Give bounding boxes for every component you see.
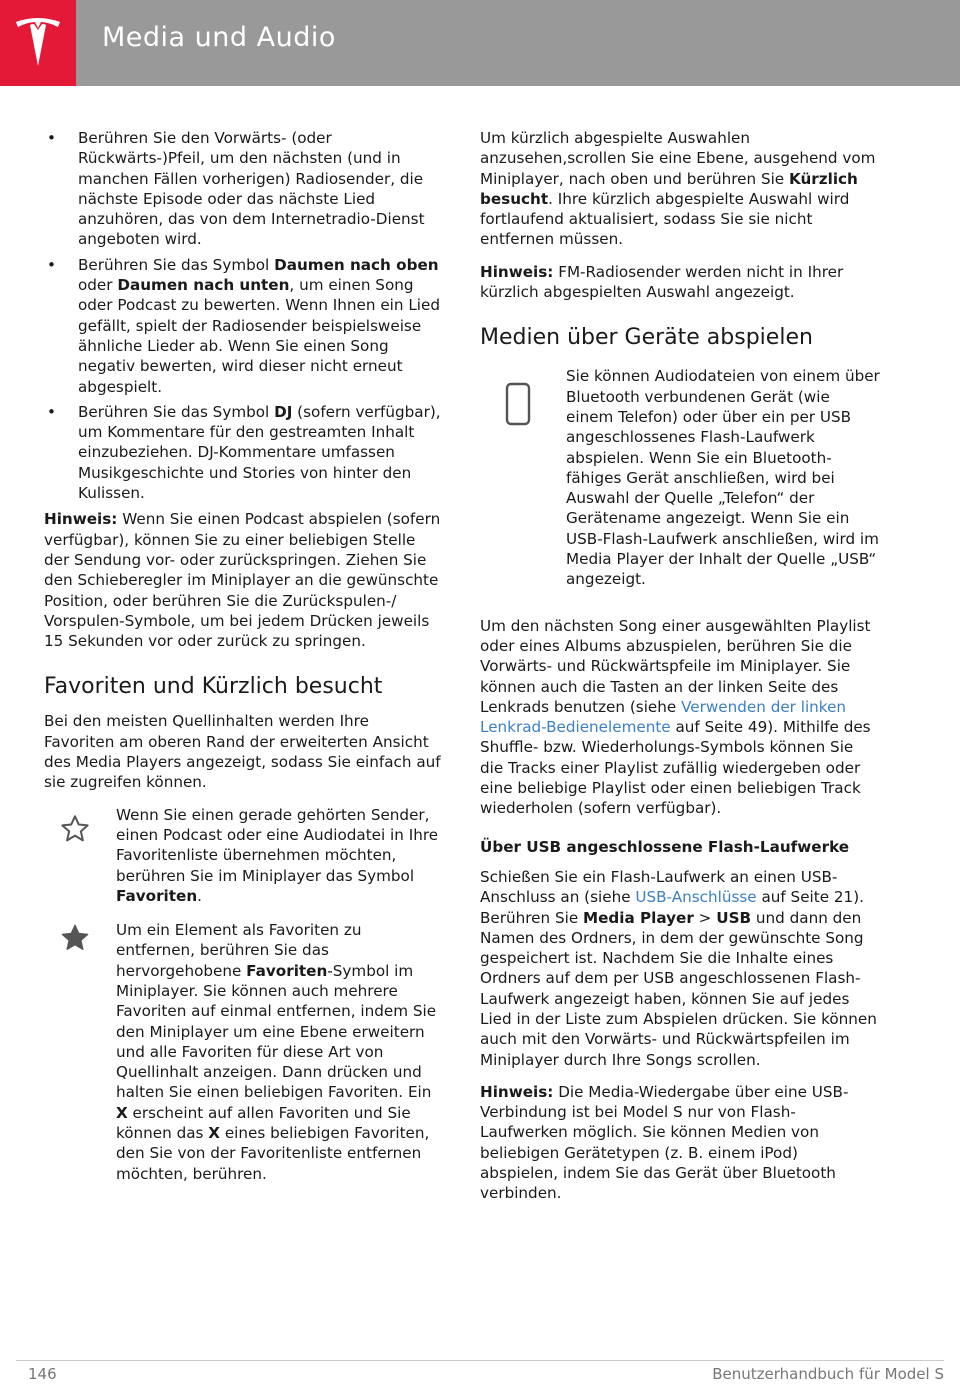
list-item: • Berühren Sie das Symbol Daumen nach oben oder Daumen nach unten, um einen Song oder Podcast zu bewerten. Wenn Ihnen ein Lied gefällt, spielt der Radiosender beispielsweise ähnliche Lieder ab. Wenn Sie einen Song negativ bewerten, wird dieser nicht erneut abgespielt.: [47, 255, 441, 396]
paragraph-recent: Um kürzlich abgespielte Auswahlen anzusehen,scrollen Sie eine Ebene, ausgehend vom Miniplayer, nach oben und berühren Sie Kürzlich besucht. Ihre kürzlich abgespielte Auswahl wird fortlaufend aktualisiert, sodass Sie sie nicht entfernen müssen.: [480, 129, 876, 249]
bold-term: Hinweis:: [44, 510, 118, 529]
favorite-remove-row: [44, 920, 442, 1184]
bold-term: Daumen nach oben: [274, 255, 439, 274]
cross-reference-link[interactable]: USB-Anschlüsse: [635, 888, 757, 907]
list-item: • Berühren Sie den Vorwärts- (oder Rückwärts-)Pfeil, um den nächsten (und in manchen Fällen vorherigen) Radiosender, die nächste Episode oder das nächste Lied anzuhören, das von dem Internetradio-Dienst angeboten wird.: [47, 129, 425, 249]
device-row: [480, 366, 880, 589]
manual-title: Benutzerhandbuch für Model S: [712, 1365, 944, 1383]
bold-term: Kürzlich besucht: [480, 169, 858, 208]
list-item: • Berühren Sie das Symbol DJ (sofern verfügbar), um Kommentare für den gestreamten Inhalt einzubeziehen. DJ-Kommentare umfassen Musikgeschichte und Stories von hinter den Kulissen.: [47, 402, 441, 503]
bold-term: Favoriten: [246, 961, 328, 980]
note-podcast: Hinweis: Wenn Sie einen Podcast abspielen (sofern verfügbar), können Sie zu einer beliebigen Stelle der Sendung vor- oder zurückspringen. Ziehen Sie den Schieberegler im Miniplayer an die gewünschte Position, oder berühren Sie die Zurückspulen-/ Vorspulen-Symbole, um bei jedem Drücken jeweils 15 Sekunden vor oder zurück zu springen.: [44, 510, 441, 651]
heading-favorites: Favoriten und Kürzlich besucht: [44, 674, 383, 700]
left-column: [44, 128, 442, 1198]
bold-term: DJ: [274, 402, 293, 421]
heading-devices: Medien über Geräte abspielen: [480, 325, 813, 351]
section-title: Media und Audio: [102, 22, 336, 53]
favorite-add-row: [44, 805, 442, 906]
right-column: [480, 128, 880, 1216]
subheading-usb: Über USB angeschlossene Flash-Laufwerke: [480, 837, 850, 856]
bold-term: X: [208, 1124, 221, 1143]
favorite-add-text: Wenn Sie einen gerade gehörten Sender, einen Podcast oder eine Audiodatei in Ihre Favoritenliste übernehmen möchten, berühren Sie im Miniplayer das Symbol Favoriten.: [116, 805, 439, 905]
note-usb: Hinweis: Die Media-Wiedergabe über eine USB-Verbindung ist bei Model S nur von Flash-Laufwerken möglich. Sie können Medien von beliebigen Gerätetypen (z. B. einem iPod) abspielen, indem Sie das Gerät über Bluetooth verbinden.: [480, 1082, 849, 1203]
tesla-logo: [0, 0, 76, 86]
paragraph-favorites: Bei den meisten Quellinhalten werden Ihre Favoriten am oberen Rand der erweiterten Ansicht des Media Players angezeigt, sodass Sie einfach auf sie zugreifen können.: [44, 712, 441, 792]
favorite-remove-text: Um ein Element als Favoriten zu entfernen, berühren Sie das hervorgehobene Favoriten-Symbol im Miniplayer. Sie können auch mehrere Favoriten auf einmal entfernen, indem Sie den Miniplayer um eine Ebene erweitern und alle Favoriten für diese Art von Quellinhalt anzeigen. Dann drücken und halten Sie einen beliebigen Favoriten. Ein X erscheint auf allen Favoriten und Sie können das X eines beliebigen Favoriten, den Sie von der Favoritenliste entfernen möchten, berühren.: [116, 921, 437, 1183]
tesla-logo-icon: [14, 16, 62, 68]
star-outline-icon: [58, 813, 92, 845]
page-header: [0, 0, 960, 86]
paragraph-usb: Schießen Sie ein Flash-Laufwerk an einen USB-Anschluss an (siehe USB-Anschlüsse auf Seite 21). Berühren Sie Media Player > USB und dann den Namen des Ordners, in dem der gewünschte Song gespeichert ist. Nachdem Sie die Inhalte eines Ordners auf dem per USB angeschlossenen Flash-Laufwerk angezeigt haben, können Sie auf jedes Lied in der Liste zum Abspielen drücken. Sie können auch mit den Vorwärts- und Rückwärtspfeilen im Miniplayer durch Ihre Songs scrollen.: [480, 867, 877, 1069]
bold-term: X: [116, 1103, 128, 1122]
cross-reference-link[interactable]: Verwenden der linken Lenkrad-Bedienelemente: [480, 697, 847, 737]
device-text: Sie können Audiodateien von einem über Bluetooth verbundenen Gerät (wie einem Telefon) oder über ein per USB angeschlossenes Flash-Laufwerk abspielen. Wenn Sie ein Bluetooth-fähiges Gerät anschließen, wird bei Auswahl der Quelle „Telefon“ der Gerätename angezeigt. Wenn Sie ein USB-Flash-Laufwerk anschließen, wird im Media Player der Inhalt der Quelle „USB“ angezeigt.: [566, 367, 880, 589]
page-number: 146: [28, 1365, 57, 1383]
paragraph-playlist: Um den nächsten Song einer ausgewählten Playlist oder eines Albums abzuspielen, berühren Sie die Vorwärts- und Rückwärtspfeile im Miniplayer. Sie können auch die Tasten an der linken Seite des Lenkrads benutzen (siehe Verwenden der linken Lenkrad-Bedienelemente auf Seite 49). Mithilfe des Shuffle- bzw. Wiederholungs-Symbols können Sie die Tracks einer Playlist zufällig wiedergeben oder eine beliebige Playlist oder einen beliebigen Track wiederholen (sofern verfügbar).: [480, 616, 871, 818]
bold-term: USB: [716, 908, 752, 927]
note-fm: Hinweis: FM-Radiosender werden nicht in Ihrer kürzlich abgespielten Auswahl angezeigt.: [480, 262, 844, 302]
bold-term: Media Player: [583, 908, 694, 927]
phone-icon: [504, 382, 532, 426]
star-filled-icon: [58, 922, 92, 954]
bold-term: Hinweis:: [480, 1082, 554, 1101]
bold-term: Daumen nach unten: [117, 276, 290, 295]
bold-term: Favoriten: [116, 886, 198, 905]
bold-term: Hinweis:: [480, 262, 554, 281]
footer-divider: [16, 1360, 944, 1361]
bullet-list: [44, 128, 442, 503]
